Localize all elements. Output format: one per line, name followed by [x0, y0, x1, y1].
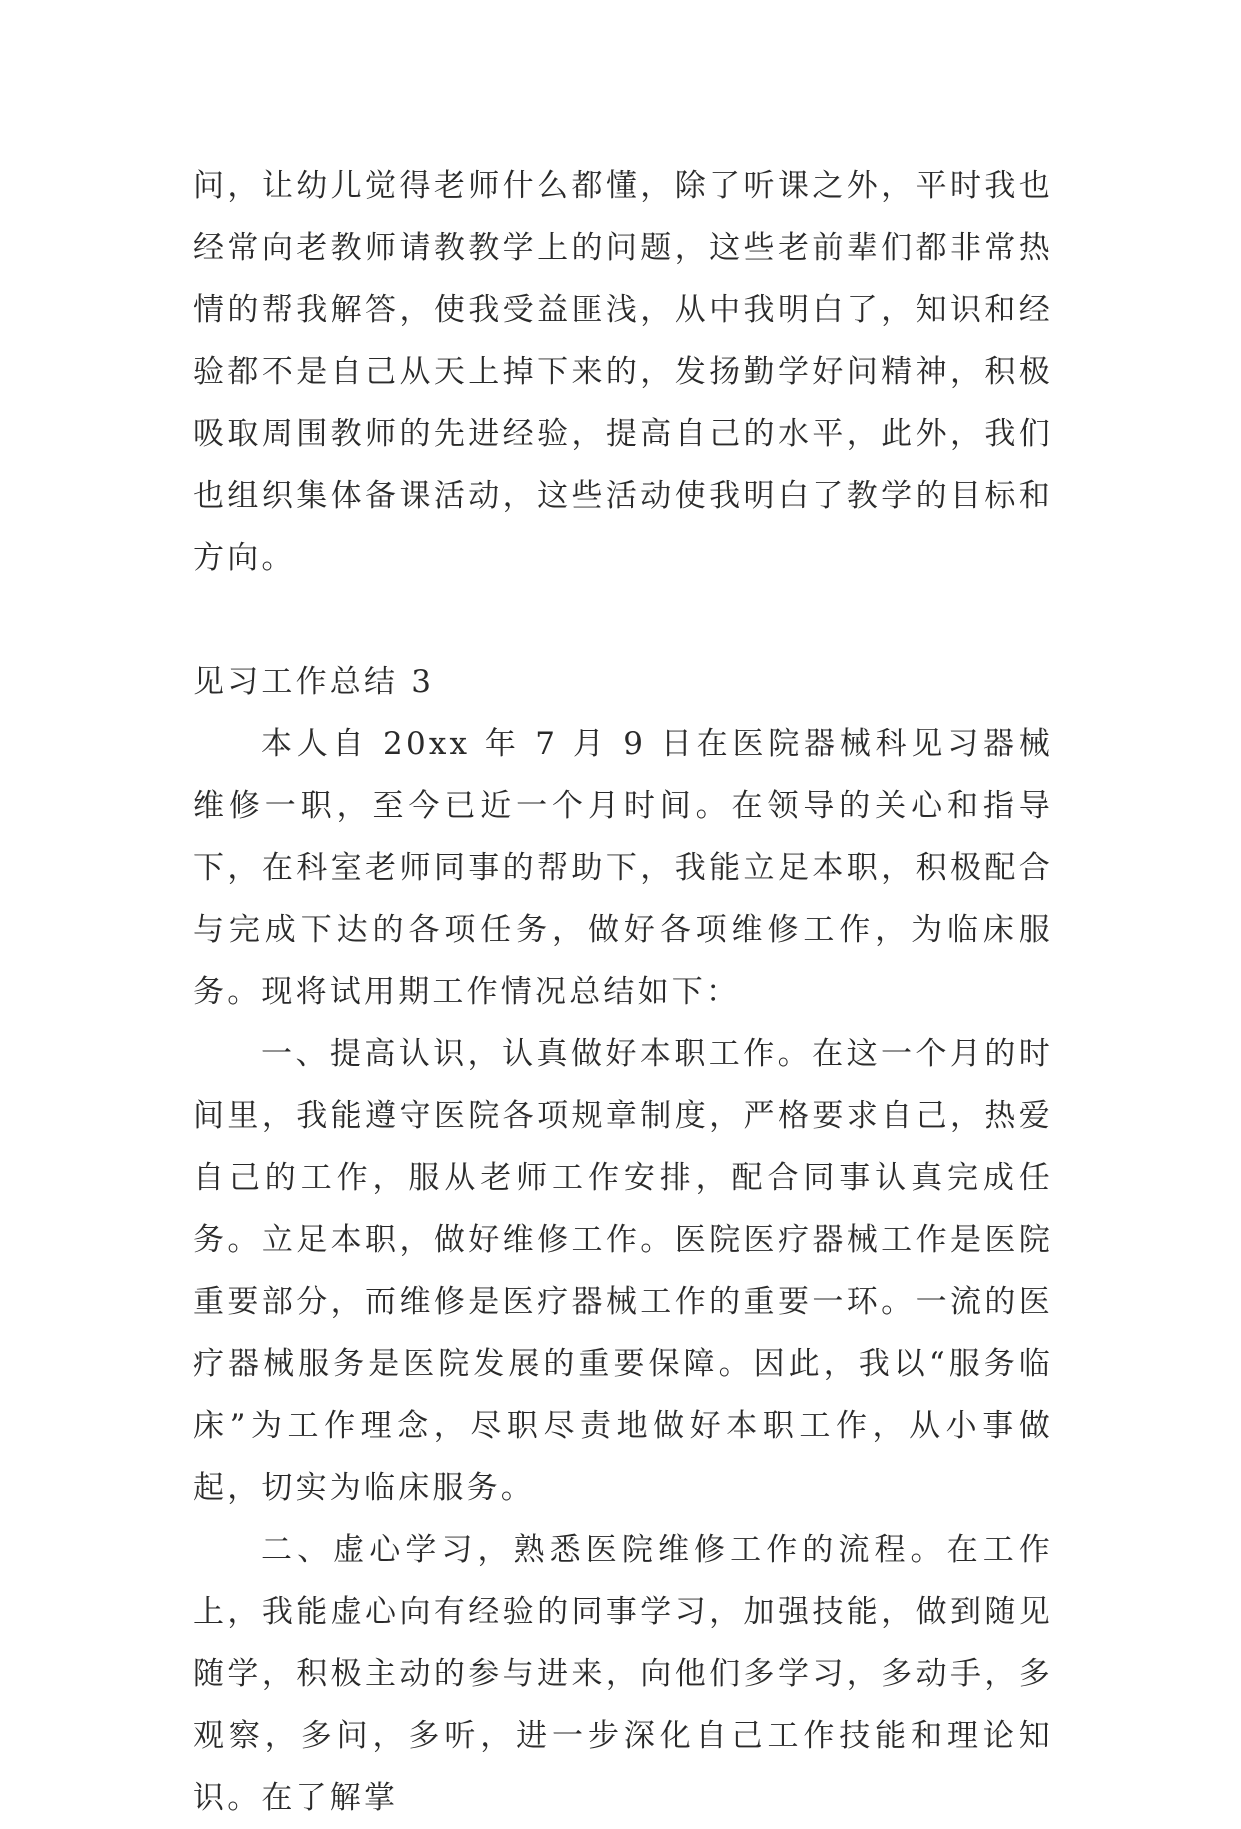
paragraph-spacer [193, 589, 1053, 651]
body-paragraph: 本人自 20xx 年 7 月 9 日在医院器械科见习器械维修一职，至今已近一个月时间。在领导的关心和指导下，在科室老师同事的帮助下，我能立足本职，积极配合与完成下达的各项任务，做好各项维修工作，为临床服务。现将试用期工作情况总结如下： [193, 726, 1053, 1010]
intro-paragraph: 问，让幼儿觉得老师什么都懂，除了听课之外，平时我也经常向老教师请教教学上的问题，这些老前辈们都非常热情的帮我解答，使我受益匪浅，从中我明白了，知识和经验都不是自己从天上掉下来的，发扬勤学好问精神，积极吸取周围教师的先进经验，提高自己的水平，此外，我们也组织集体备课活动，这些活动使我明白了教学的目标和方向。 [193, 168, 1053, 576]
body-paragraph: 二、虚心学习，熟悉医院维修工作的流程。在工作上，我能虚心向有经验的同事学习，加强技能，做到随见随学，积极主动的参与进来，向他们多学习，多动手，多观察，多问，多听，进一步深化自己工作技能和理论知识。在了解掌 [193, 1532, 1053, 1816]
body-paragraph: 一、提高认识，认真做好本职工作。在这一个月的时间里，我能遵守医院各项规章制度，严格要求自己，热爱自己的工作，服从老师工作安排，配合同事认真完成任务。立足本职，做好维修工作。医院医疗器械工作是医院重要部分，而维修是医疗器械工作的重要一环。一流的医疗器械服务是医院发展的重要保障。因此，我以“服务临床”为工作理念，尽职尽责地做好本职工作，从小事做起，切实为临床服务。 [193, 1036, 1053, 1506]
section-title: 见习工作总结 3 [193, 664, 435, 700]
document-body [193, 155, 1053, 1829]
